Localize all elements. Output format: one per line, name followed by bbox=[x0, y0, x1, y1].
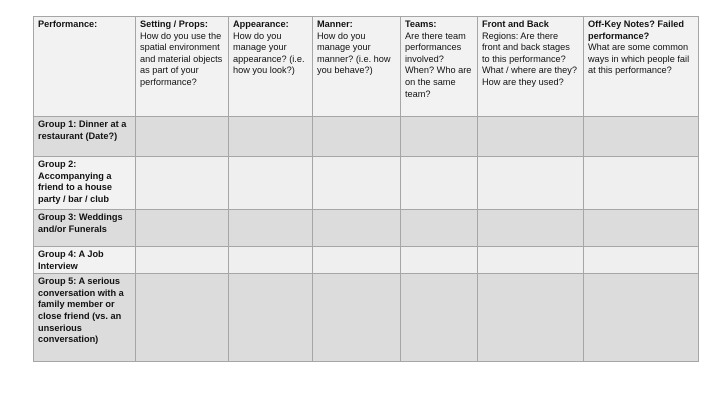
answer-cell-off-key[interactable] bbox=[584, 117, 699, 157]
group-label: Group 4: A Job Interview bbox=[34, 247, 136, 274]
header-front-back bbox=[478, 17, 584, 117]
answer-cell-teams[interactable] bbox=[401, 274, 478, 362]
answer-cell-setting[interactable] bbox=[136, 157, 229, 210]
column-title: Off-Key Notes? Failed performance? bbox=[588, 19, 684, 41]
group-label: Group 5: A serious conversation with a family member or close friend (vs. an unserious conversation) bbox=[34, 274, 136, 362]
answer-cell-manner[interactable] bbox=[313, 247, 401, 274]
group-row-1 bbox=[34, 117, 699, 157]
answer-cell-manner[interactable] bbox=[313, 117, 401, 157]
column-title: Manner: bbox=[317, 19, 353, 29]
performance-worksheet-table bbox=[33, 16, 699, 362]
column-question: Are there team performances involved? When? Who are on the same team? bbox=[405, 30, 472, 99]
answer-cell-appearance[interactable] bbox=[229, 247, 313, 274]
header-teams bbox=[401, 17, 478, 117]
answer-cell-appearance[interactable] bbox=[229, 117, 313, 157]
group-row-4 bbox=[34, 247, 699, 274]
performance-heading: Performance: bbox=[38, 19, 98, 29]
column-question: What are some common ways in which people fail at this performance? bbox=[588, 42, 690, 76]
column-question: How do you manage your manner? (i.e. how you behave?) bbox=[317, 30, 391, 76]
answer-cell-manner[interactable] bbox=[313, 157, 401, 210]
answer-cell-teams[interactable] bbox=[401, 157, 478, 210]
header-manner bbox=[313, 17, 401, 117]
header-corner-cell bbox=[34, 17, 136, 117]
answer-cell-front-back[interactable] bbox=[478, 247, 584, 274]
answer-cell-manner[interactable] bbox=[313, 210, 401, 247]
answer-cell-off-key[interactable] bbox=[584, 247, 699, 274]
answer-cell-teams[interactable] bbox=[401, 210, 478, 247]
answer-cell-appearance[interactable] bbox=[229, 210, 313, 247]
answer-cell-teams[interactable] bbox=[401, 117, 478, 157]
column-title: Front and Back bbox=[482, 19, 549, 29]
header-appearance bbox=[229, 17, 313, 117]
answer-cell-setting[interactable] bbox=[136, 117, 229, 157]
group-label: Group 2: Accompanying a friend to a house party / bar / club bbox=[34, 157, 136, 210]
answer-cell-front-back[interactable] bbox=[478, 274, 584, 362]
answer-cell-appearance[interactable] bbox=[229, 157, 313, 210]
column-title: Appearance: bbox=[233, 19, 289, 29]
answer-cell-off-key[interactable] bbox=[584, 157, 699, 210]
answer-cell-manner[interactable] bbox=[313, 274, 401, 362]
answer-cell-front-back[interactable] bbox=[478, 117, 584, 157]
answer-cell-appearance[interactable] bbox=[229, 274, 313, 362]
header-row bbox=[34, 17, 699, 117]
column-title: Teams: bbox=[405, 19, 437, 29]
column-title: Setting / Props: bbox=[140, 19, 208, 29]
answer-cell-setting[interactable] bbox=[136, 247, 229, 274]
header-off-key-notes bbox=[584, 17, 699, 117]
answer-cell-setting[interactable] bbox=[136, 274, 229, 362]
answer-cell-front-back[interactable] bbox=[478, 210, 584, 247]
column-question: How do you manage your appearance? (i.e. how you look?) bbox=[233, 30, 305, 76]
answer-cell-teams[interactable] bbox=[401, 247, 478, 274]
group-row-5 bbox=[34, 274, 699, 362]
header-setting-props bbox=[136, 17, 229, 117]
column-question: How do you use the spatial environment and material objects as part of your performance? bbox=[140, 30, 223, 87]
group-label: Group 1: Dinner at a restaurant (Date?) bbox=[34, 117, 136, 157]
answer-cell-front-back[interactable] bbox=[478, 157, 584, 210]
group-row-3 bbox=[34, 210, 699, 247]
answer-cell-setting[interactable] bbox=[136, 210, 229, 247]
group-row-2 bbox=[34, 157, 699, 210]
group-label: Group 3: Weddings and/or Funerals bbox=[34, 210, 136, 247]
column-question: Regions: Are there front and back stages to this performance? What / where are they? How are they used? bbox=[482, 30, 577, 87]
answer-cell-off-key[interactable] bbox=[584, 274, 699, 362]
answer-cell-off-key[interactable] bbox=[584, 210, 699, 247]
